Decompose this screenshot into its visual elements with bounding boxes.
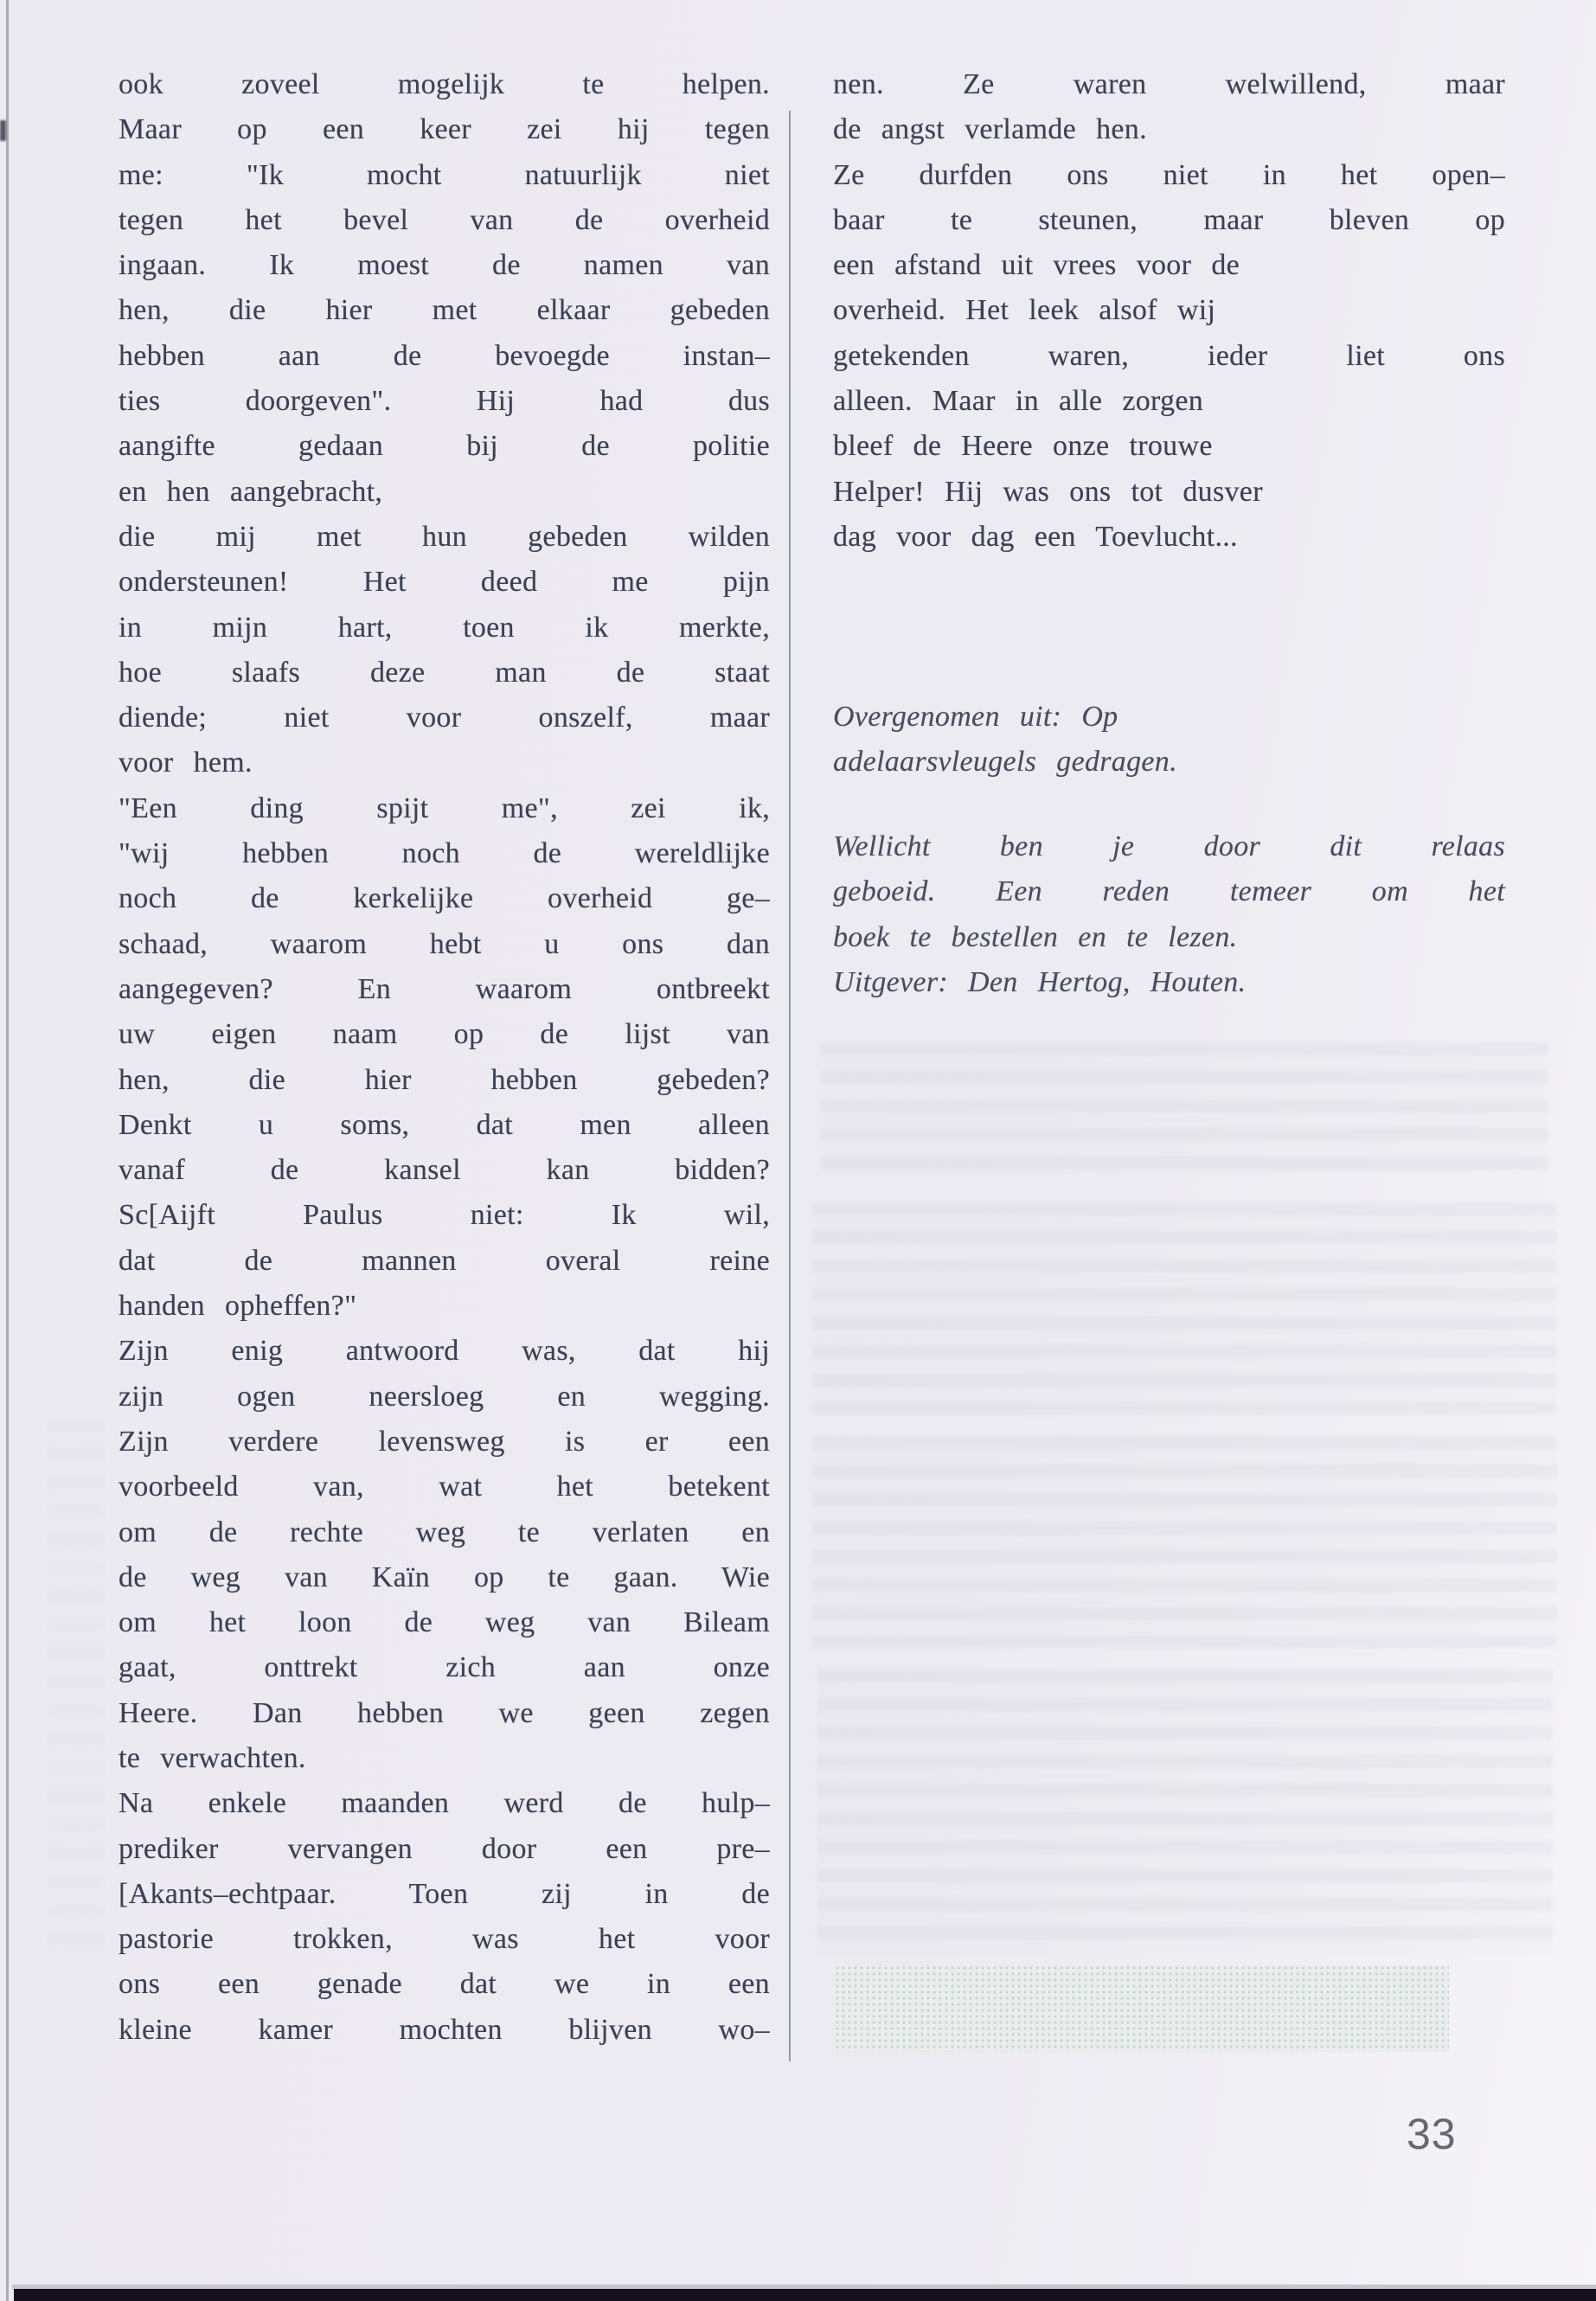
text-line: diende; niet voor onszelf, maar: [119, 702, 770, 734]
text-line: de angst verlamde hen.: [833, 113, 1147, 146]
text-line: Na enkele maanden werd de hulp–: [119, 1787, 770, 1820]
text-line: Zijn enig antwoord was, dat hij: [119, 1335, 770, 1368]
italic-text-line: geboeid. Een reden temeer om het: [833, 875, 1505, 908]
text-line: handen opheffen?": [119, 1290, 357, 1323]
text-line: Sc[Aijft Paulus niet: Ik wil,: [119, 1199, 770, 1232]
text-line: vanaf de kansel kan bidden?: [119, 1154, 770, 1187]
text-line: om de rechte weg te verlaten en: [119, 1516, 770, 1548]
text-line: en hen aangebracht,: [119, 475, 383, 508]
right-column: [833, 62, 1505, 560]
scan-smudge-artifact: [0, 120, 6, 141]
page-left-edge-line: [6, 0, 9, 2301]
left-column: [119, 62, 770, 2053]
text-line: om het loon de weg van Bileam: [119, 1606, 770, 1639]
text-line: alleen. Maar in alle zorgen: [833, 385, 1204, 418]
text-line: hebben aan de bevoegde instan–: [119, 339, 770, 372]
text-line: tegen het bevel van de overheid: [119, 203, 770, 236]
text-line: te verwachten.: [119, 1741, 306, 1774]
text-line: kleine kamer mochten blijven wo–: [119, 2013, 770, 2046]
text-line: dag voor dag een Toevlucht...: [833, 520, 1238, 553]
text-line: Denkt u soms, dat men alleen: [119, 1108, 770, 1141]
halftone-scan-artifact: [835, 1965, 1449, 2052]
text-line: aangifte gedaan bij de politie: [119, 430, 770, 463]
scan-edge-bar: [14, 2289, 1596, 2301]
bleed-through-ghost-text: [817, 1670, 1553, 1955]
text-line: me: "Ik mocht natuurlijk niet: [119, 158, 770, 191]
text-line: die mij met hun gebeden wilden: [119, 520, 770, 553]
text-line: hen, die hier met elkaar gebeden: [119, 294, 770, 327]
text-line: in mijn hart, toen ik merkte,: [119, 611, 770, 644]
text-line: uw eigen naam op de lijst van: [119, 1018, 770, 1051]
text-line: ingaan. Ik moest de namen van: [119, 249, 770, 282]
text-line: overheid. Het leek alsof wij: [833, 294, 1216, 327]
italic-text-line: Overgenomen uit: Op: [833, 701, 1118, 733]
bleed-through-ghost-text: [822, 1042, 1548, 1172]
bleed-through-ghost-text: [48, 1419, 105, 1955]
text-line: Helper! Hij was ons tot dusver: [833, 475, 1263, 508]
text-line: "Een ding spijt me", zei ik,: [119, 792, 770, 824]
text-line: [Akants–echtpaar. Toen zij in de: [119, 1877, 770, 1910]
text-line: Maar op een keer zei hij tegen: [119, 113, 770, 146]
bleed-through-ghost-text: [813, 1436, 1557, 1648]
text-line: pastorie trokken, was het voor: [119, 1923, 770, 1956]
publisher-note-block: [833, 824, 1505, 1005]
text-line: aangegeven? En waarom ontbreekt: [119, 972, 770, 1005]
text-line: ons een genade dat we in een: [119, 1968, 770, 2001]
text-line: schaad, waarom hebt u ons dan: [119, 927, 770, 960]
text-line: voor hem.: [119, 747, 253, 779]
text-line: gaat, onttrekt zich aan onze: [119, 1651, 770, 1684]
text-line: ondersteunen! Het deed me pijn: [119, 566, 770, 599]
text-line: dat de mannen overal reine: [119, 1244, 770, 1277]
text-line: ties doorgeven". Hij had dus: [119, 385, 770, 418]
italic-text-line: adelaarsvleugels gedragen.: [833, 746, 1177, 779]
italic-text-line: boek te bestellen en te lezen.: [833, 920, 1238, 953]
text-line: bleef de Heere onze trouwe: [833, 430, 1213, 463]
source-credit-block: [833, 695, 1505, 785]
column-divider: [789, 111, 791, 2061]
italic-text-line: Wellicht ben je door dit relaas: [833, 830, 1505, 862]
text-line: hen, die hier hebben gebeden?: [119, 1063, 770, 1096]
text-line: hoe slaafs deze man de staat: [119, 656, 770, 689]
text-line: ook zoveel mogelijk te helpen.: [119, 68, 770, 100]
text-line: zijn ogen neersloeg en wegging.: [119, 1380, 770, 1413]
text-line: baar te steunen, maar bleven op: [833, 203, 1505, 236]
text-line: nen. Ze waren welwillend, maar: [833, 68, 1505, 100]
italic-text-line: Uitgever: Den Hertog, Houten.: [833, 965, 1247, 998]
text-line: Heere. Dan hebben we geen zegen: [119, 1696, 770, 1729]
text-line: een afstand uit vrees voor de: [833, 249, 1240, 282]
page-number: 33: [1407, 2110, 1457, 2158]
text-line: de weg van Kaïn op te gaan. Wie: [119, 1561, 770, 1593]
bleed-through-ghost-text: [813, 1202, 1557, 1414]
text-line: voorbeeld van, wat het betekent: [119, 1471, 770, 1503]
text-line: Zijn verdere levensweg is er een: [119, 1425, 770, 1458]
text-line: noch de kerkelijke overheid ge–: [119, 882, 770, 915]
text-line: prediker vervangen door een pre–: [119, 1832, 770, 1865]
text-line: getekenden waren, ieder liet ons: [833, 339, 1505, 372]
text-line: "wij hebben noch de wereldlijke: [119, 837, 770, 870]
text-line: Ze durfden ons niet in het open–: [833, 158, 1505, 191]
